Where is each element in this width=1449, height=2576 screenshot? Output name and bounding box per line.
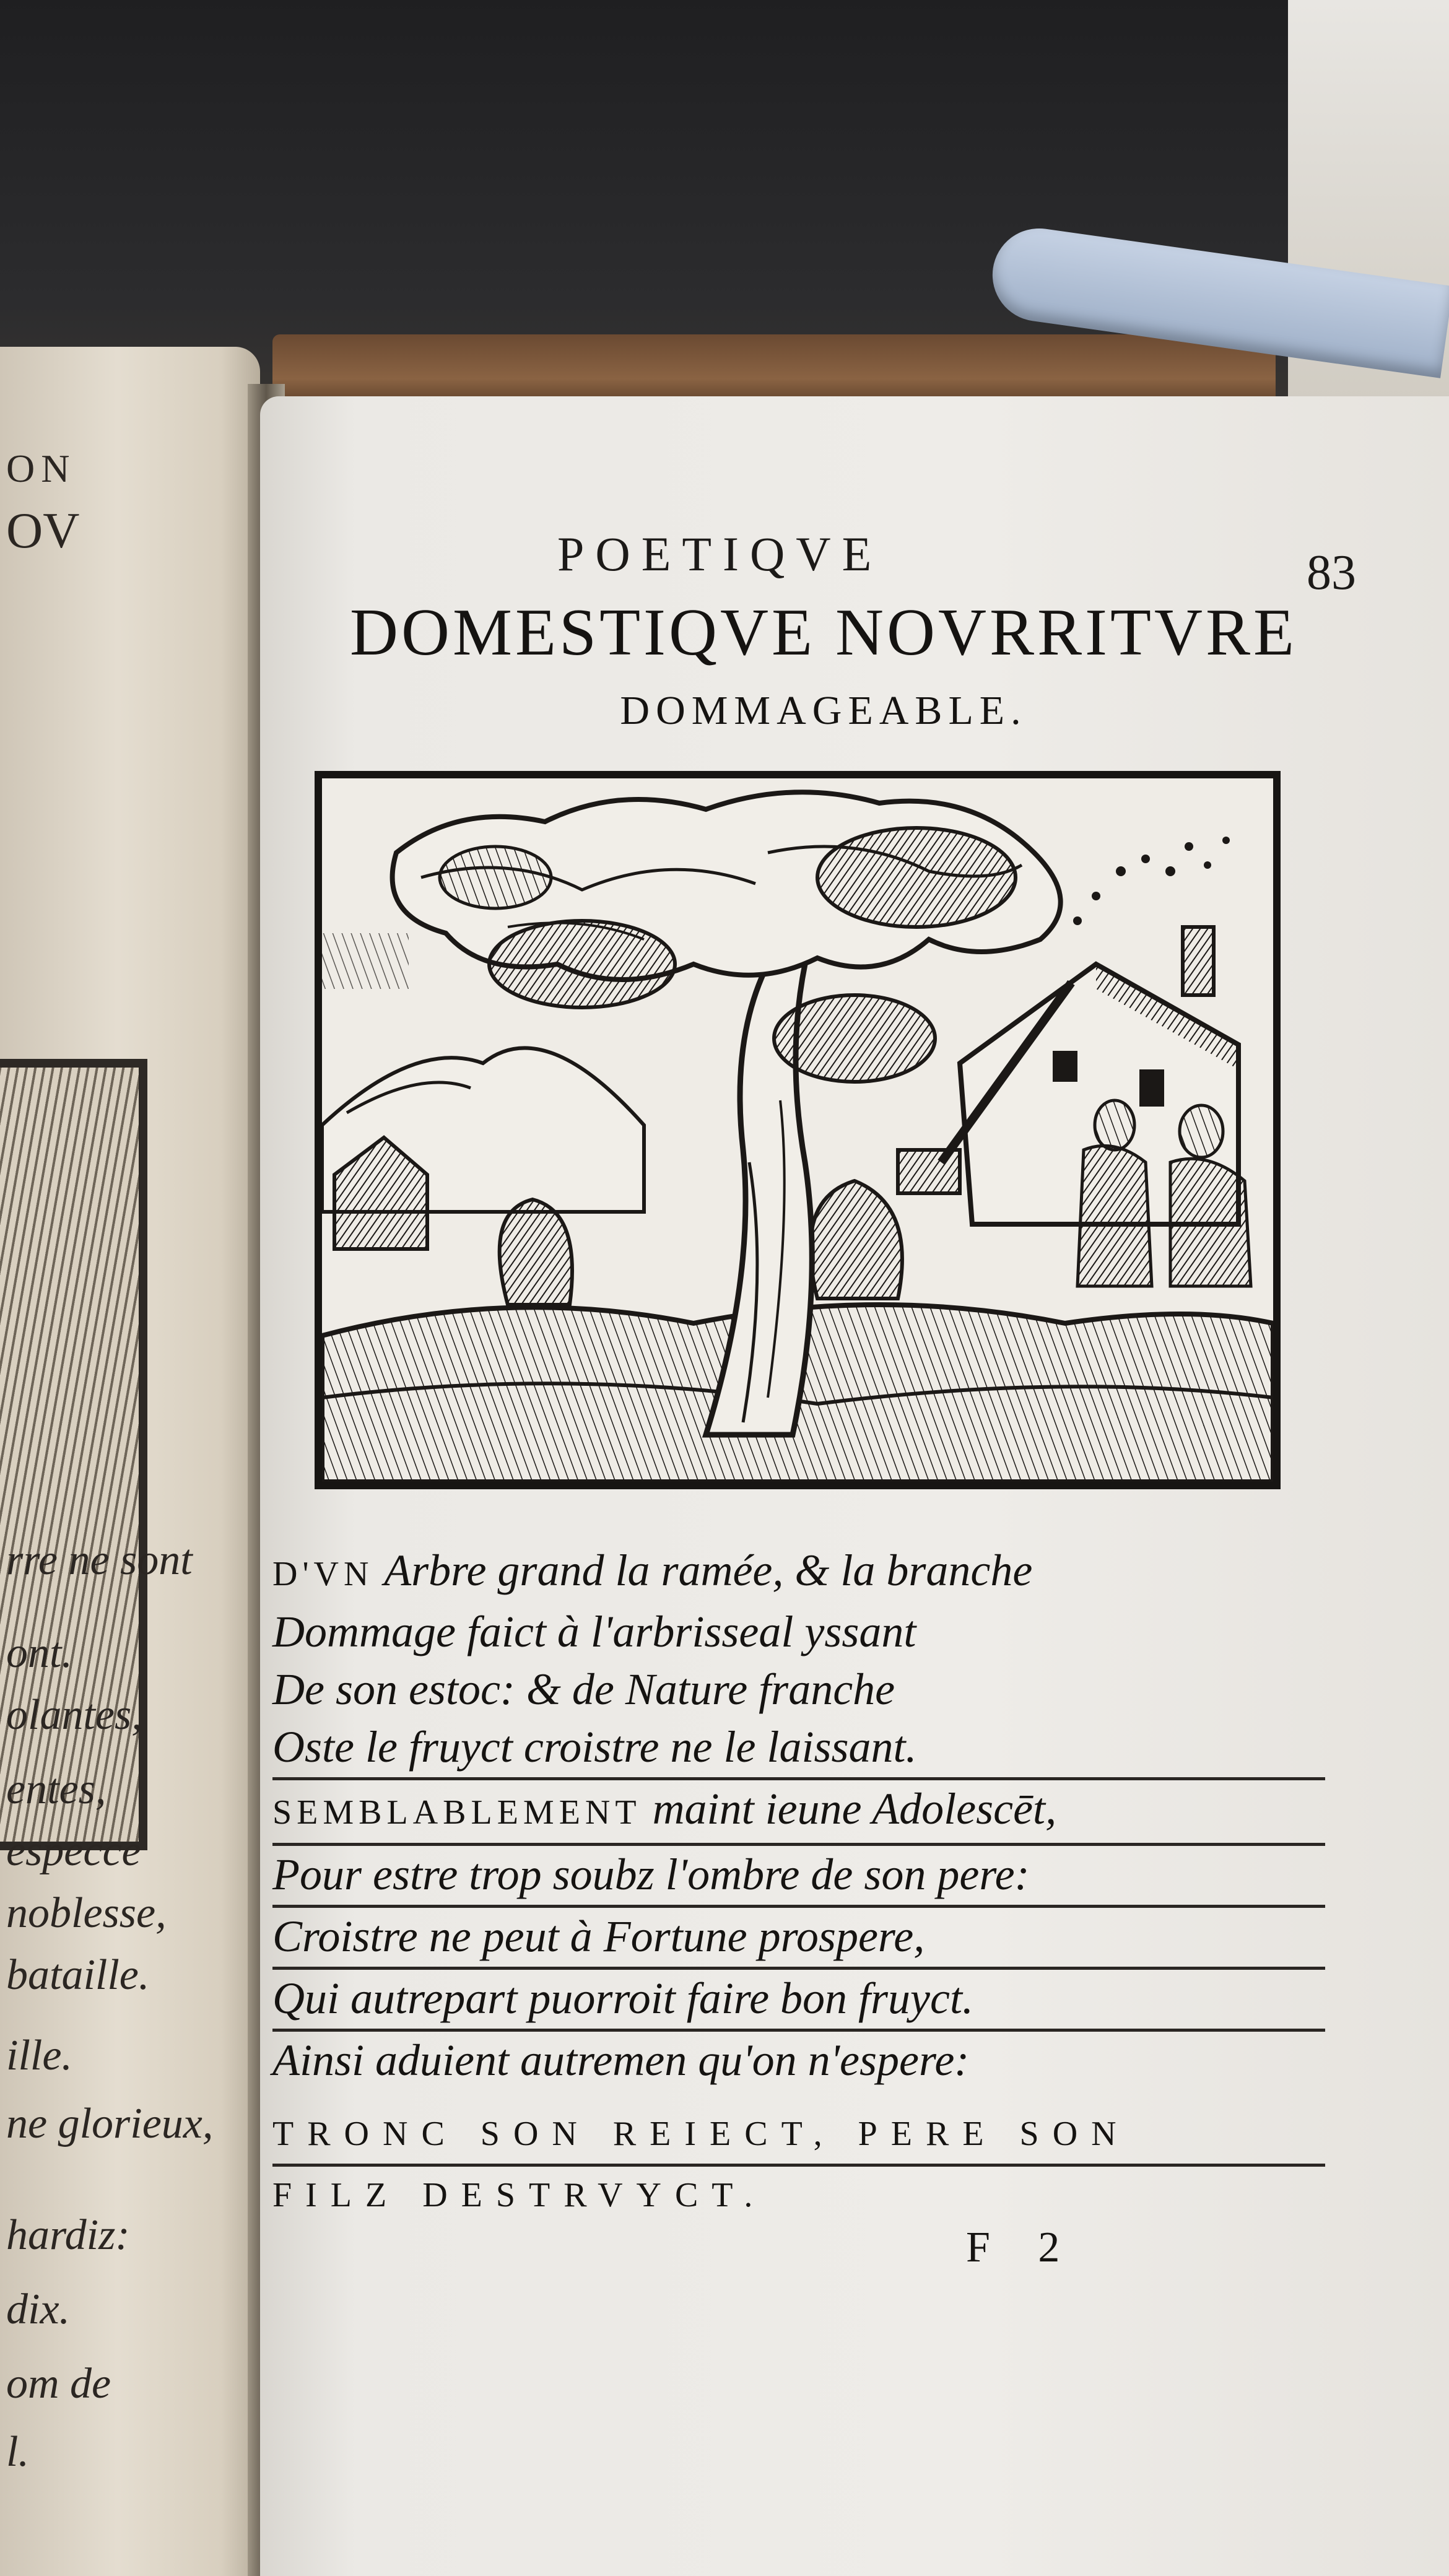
- verse-text: Arbre grand la ramée, & la branche: [373, 1546, 1033, 1595]
- left-heading-line-1: ON: [6, 446, 76, 490]
- left-verse-line: olantes,: [6, 1691, 142, 1739]
- verse-line-2: [272, 1603, 1325, 1661]
- left-verse-line: ne glorieux,: [6, 2100, 214, 2147]
- woodcut-svg: [322, 778, 1273, 1482]
- motto-line-2: FILZ DESTRVYCT.: [272, 2176, 767, 2214]
- verse-line-9: [272, 2032, 1325, 2089]
- verse-text: maint ieune Adolescēt,: [641, 1784, 1057, 1834]
- verse-line-4: [272, 1718, 1325, 1780]
- left-verse-line: om de: [6, 2360, 111, 2408]
- verse-text: Pour estre trop soubz l'ombre de son pere:: [272, 1850, 1030, 1899]
- left-heading-line-2: OV: [6, 502, 80, 559]
- running-head: POETIQVE: [557, 527, 883, 581]
- emblem-title-line-2: DOMMAGEABLE.: [620, 688, 1027, 733]
- page-number: 83: [1307, 546, 1356, 600]
- verse-line-1: [272, 1542, 1325, 1603]
- left-verse-line: l.: [6, 2428, 29, 2476]
- verse-text: Croistre ne peut à Fortune prospere,: [272, 1912, 925, 1961]
- left-verse-line: especce: [6, 1827, 141, 1875]
- verse-text: Dommage faict à l'arbrisseal yssant: [272, 1607, 916, 1656]
- motto-block: [272, 2105, 1325, 2224]
- verse-text: De son estoc: & de Nature franche: [272, 1664, 895, 1714]
- verse-line-7: [272, 1908, 1325, 1970]
- left-verse-line: rre ne sont: [6, 1536, 193, 1584]
- left-verse-line: entes,: [6, 1765, 107, 1813]
- left-verse-line: hardiz:: [6, 2211, 130, 2259]
- verse-line-3: [272, 1661, 1325, 1718]
- verse-line-8: [272, 1970, 1325, 2032]
- verse-text: Qui autrepart puorroit faire bon fruyct.: [272, 1973, 973, 2023]
- left-verse-line: ont.: [6, 1629, 72, 1677]
- left-verse-line: dix.: [6, 2286, 71, 2333]
- verse-text: Ainsi aduient autremen qu'on n'espere:: [272, 2035, 970, 2085]
- verse-initial: D'VN: [272, 1555, 374, 1593]
- verse-line-5: [272, 1780, 1325, 1846]
- motto-line-1: TRONC SON REIECT, PERE SON: [272, 2105, 1325, 2167]
- verse-line-6: [272, 1846, 1325, 1908]
- signature-mark: F 2: [966, 2224, 1079, 2271]
- verse-initial: SEMBLABLEMENT: [272, 1793, 642, 1832]
- left-page: [0, 347, 260, 2576]
- left-verse-line: bataille.: [6, 1951, 150, 1999]
- verse-block: [272, 1542, 1325, 2089]
- verse-text: Oste le fruyct croistre ne le laissant.: [272, 1722, 917, 1772]
- woodcut-illustration: [315, 771, 1281, 1489]
- emblem-title-line-1: DOMESTIQVE NOVRRITVRE: [350, 596, 1297, 669]
- left-verse-line: ille.: [6, 2032, 72, 2079]
- left-verse-line: noblesse,: [6, 1889, 167, 1937]
